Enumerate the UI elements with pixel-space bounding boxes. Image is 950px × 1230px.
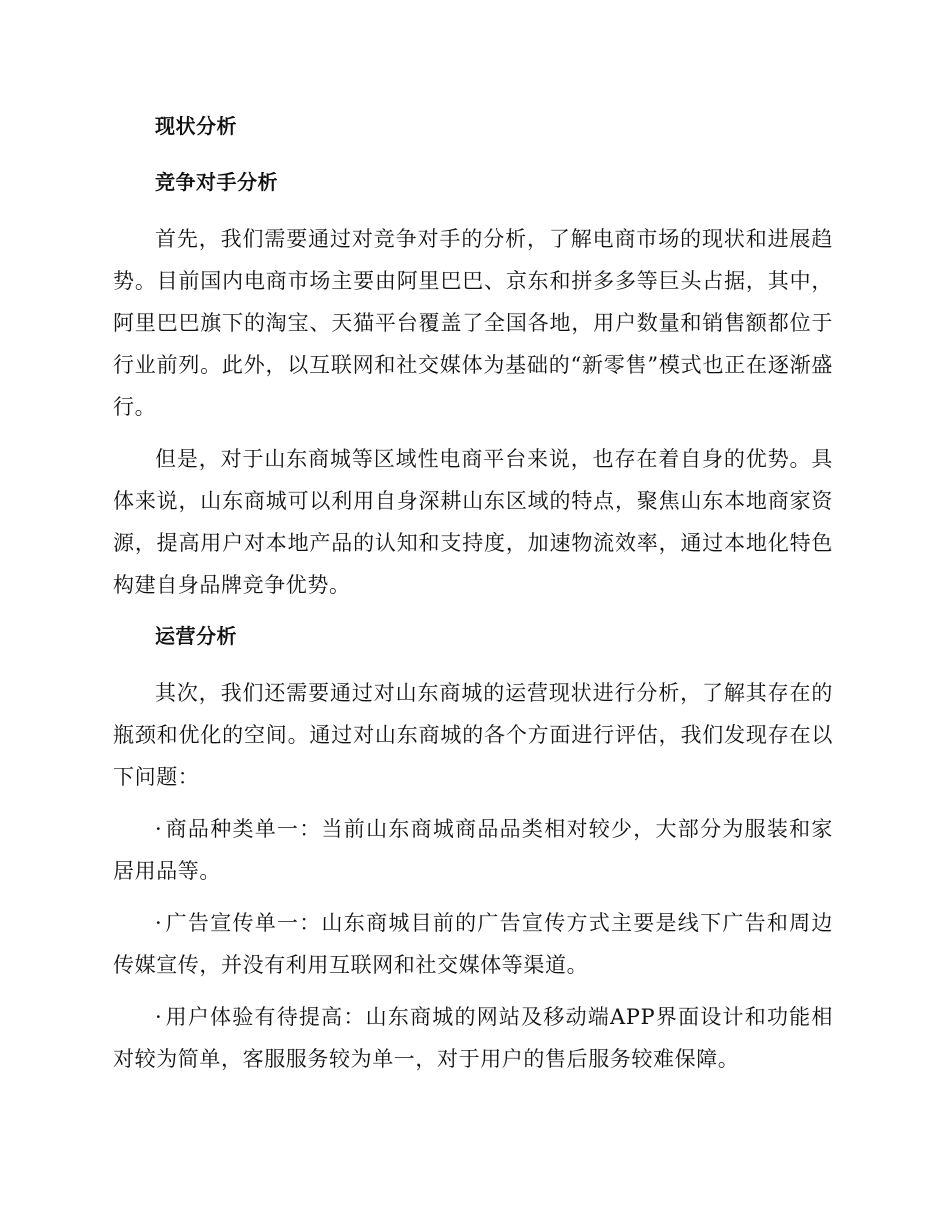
heading-status-analysis: 现状分析 [155, 114, 237, 138]
heading-competitor-analysis: 竞争对手分析 [155, 170, 278, 194]
bullet-text: 用户体验有待提高：山东商城的网站及移动端APP界面设计和功能相对较为简单，客服服务较为单一，对于用户的售后服务较难保障。 [113, 1005, 833, 1071]
bullet-text: 商品种类单一：当前山东商城商品品类相对较少，大部分为服装和家居用品等。 [113, 817, 833, 883]
paragraph-regional-advantage: 但是，对于山东商城等区域性电商平台来说，也存在着自身的优势。具体来说，山东商城可以利用自身深耕山东区域的特点，聚焦山东本地商家资源，提高用户对本地产品的认知和支持度，加速物流效率，通过本地化特色构建自身品牌竞争优势。 [113, 447, 833, 597]
bullet-symbol: · [155, 817, 163, 841]
bullet-text: 广告宣传单一：山东商城目前的广告宣传方式主要是线下广告和周边传媒宣传，并没有利用互联网和社交媒体等渠道。 [113, 911, 833, 977]
bullet-symbol: · [155, 1005, 163, 1029]
bullet-item-user-experience [113, 996, 833, 1080]
document-body [113, 106, 833, 1090]
bullet-item-product-variety [113, 808, 833, 892]
paragraph-operation-intro: 其次，我们还需要通过对山东商城的运营现状进行分析，了解其存在的瓶颈和优化的空间。通过对山东商城的各个方面进行评估，我们发现存在以下问题： [113, 681, 833, 789]
heading-operation-analysis: 运营分析 [155, 624, 237, 648]
paragraph-competitor-market: 首先，我们需要通过对竞争对手的分析，了解电商市场的现状和进展趋势。目前国内电商市场主要由阿里巴巴、京东和拼多多等巨头占据，其中，阿里巴巴旗下的淘宝、天猫平台覆盖了全国各地，用户数量和销售额都位于行业前列。此外，以互联网和社交媒体为基础的“新零售”模式也正在逐渐盛行。 [113, 227, 833, 419]
bullet-symbol: · [155, 911, 163, 935]
bullet-item-advertising [113, 902, 833, 986]
